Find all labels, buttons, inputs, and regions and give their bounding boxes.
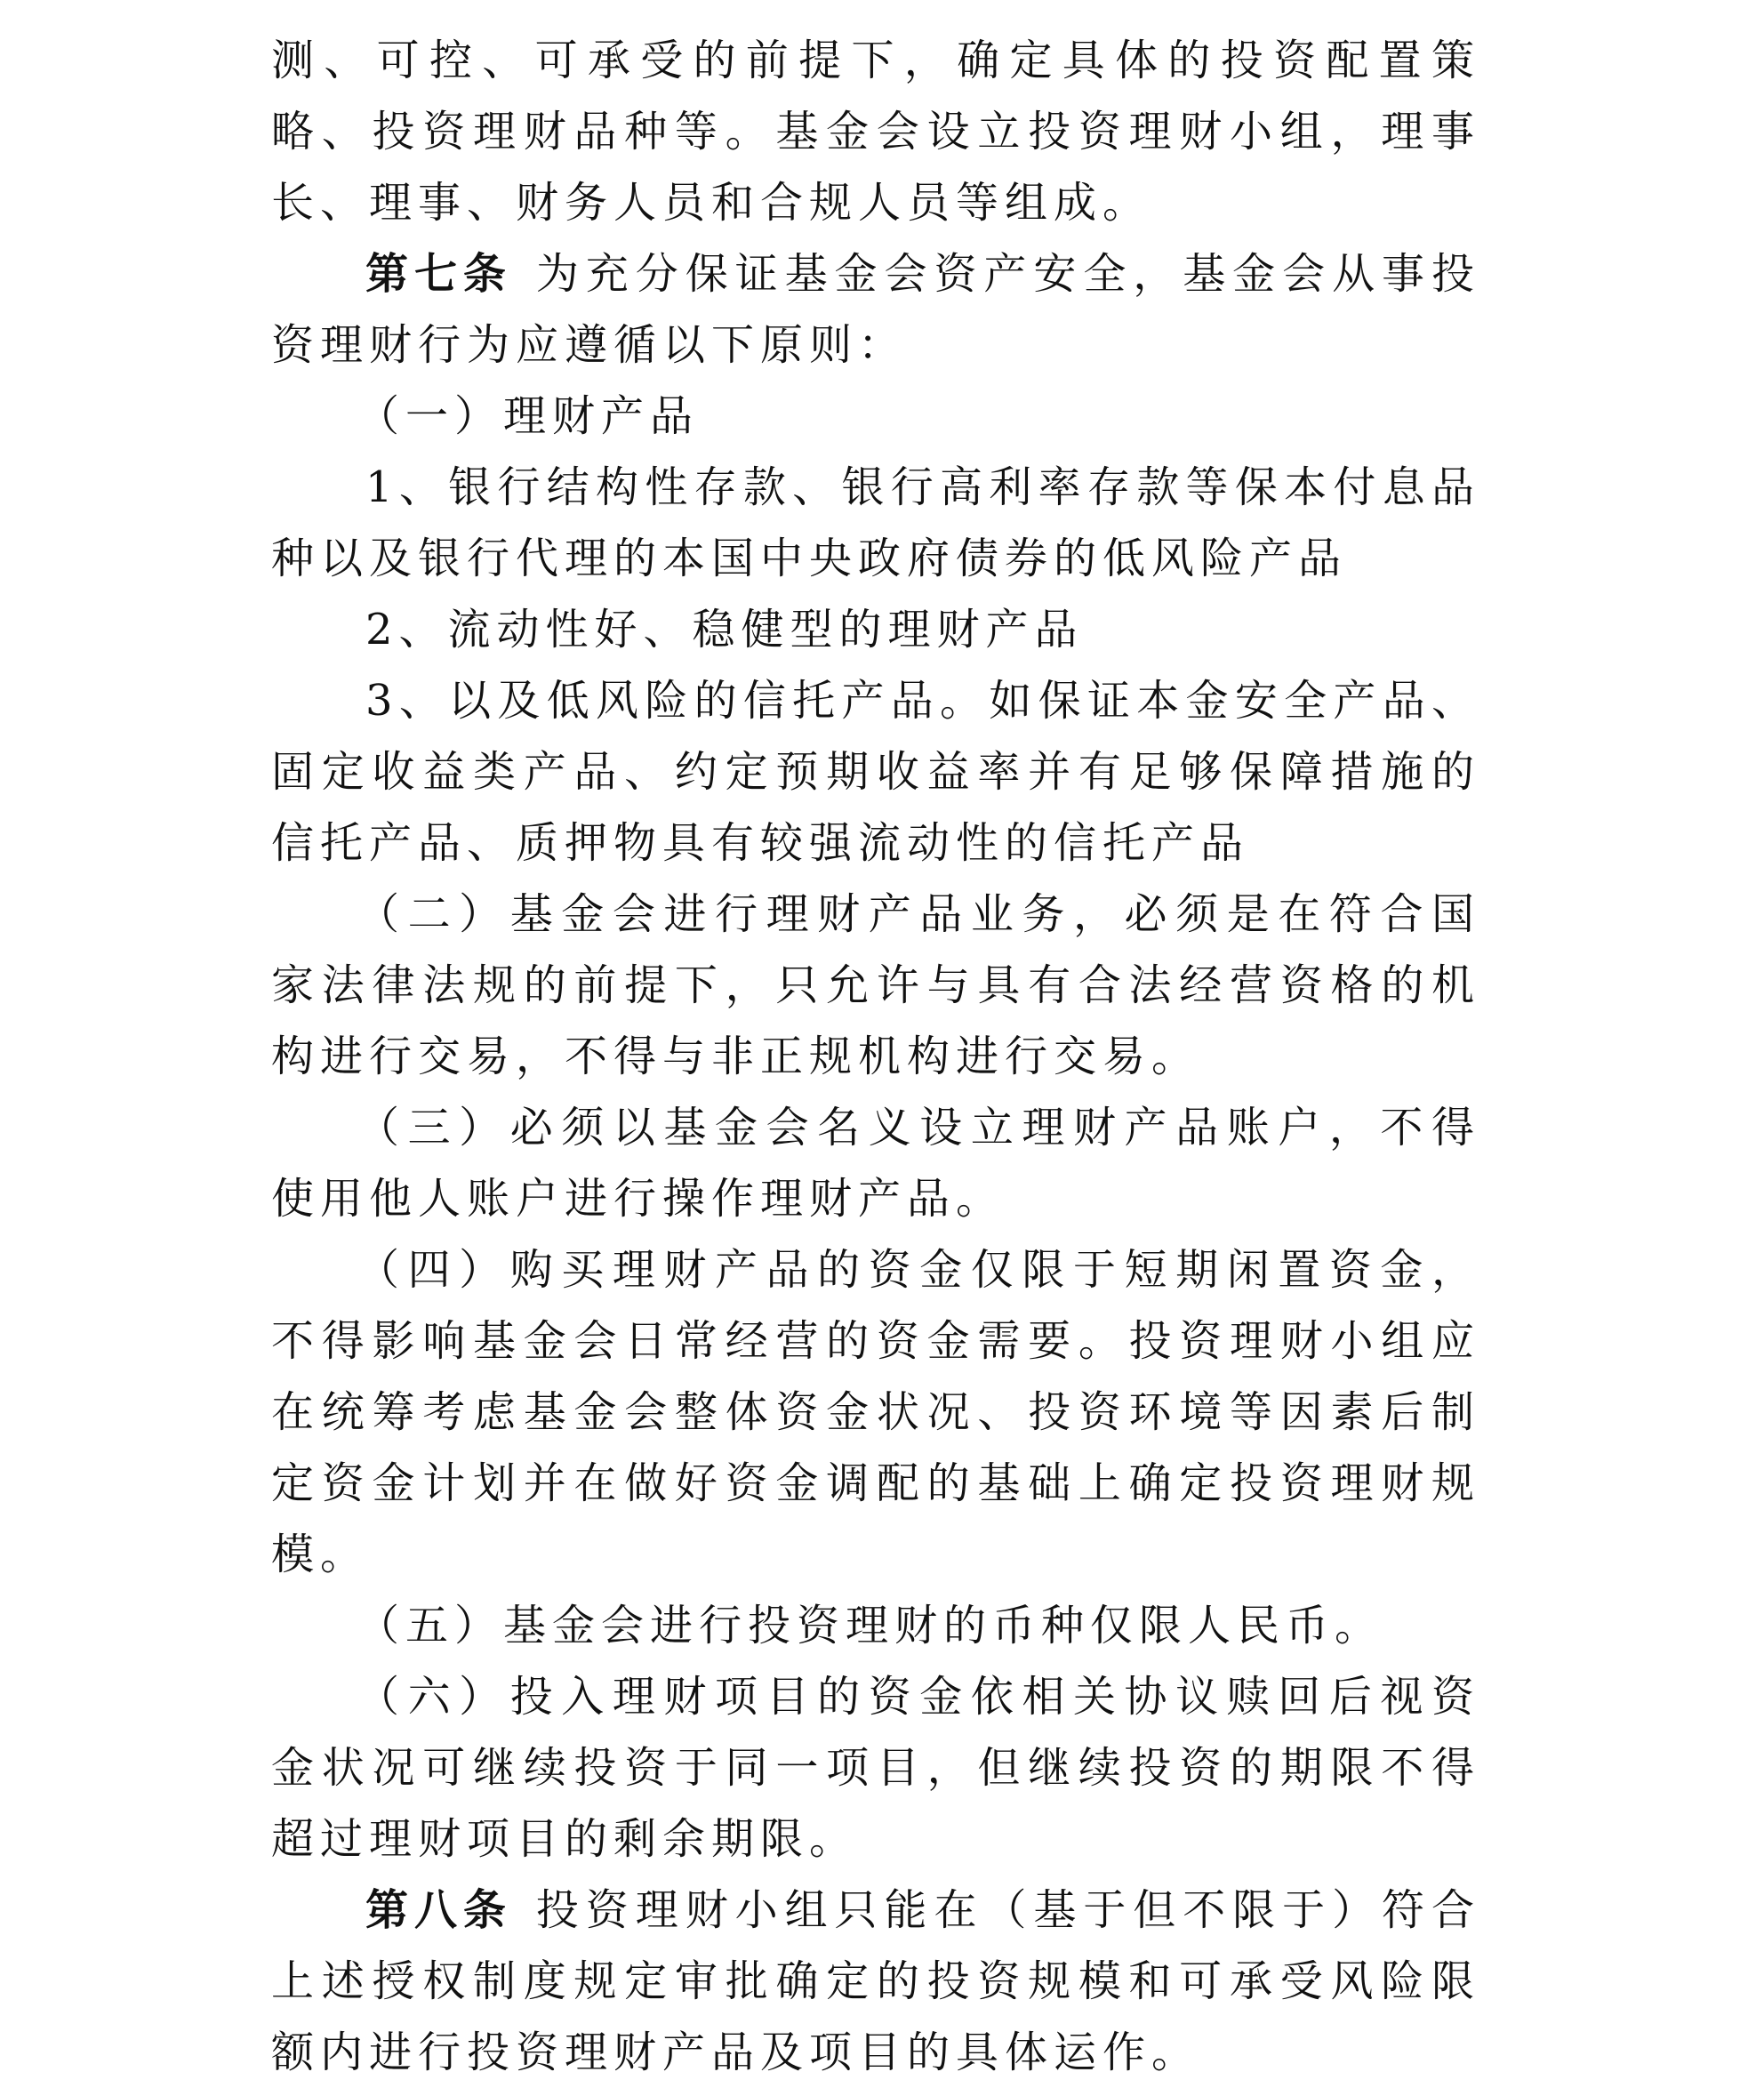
article-7 (271, 238, 1480, 381)
article-8 (271, 1875, 1480, 2088)
document-page (271, 25, 1480, 2088)
section-1-heading: （一）理财产品 (357, 391, 700, 441)
list-item-1: 1、银行结构性存款、银行高利率存款等保本付息品种以及银行代理的本国中央政府债券的低风险产品 (271, 462, 1480, 583)
article-7-text: 为充分保证基金会资产安全，基金会从事投资理财行为应遵循以下原则： (271, 249, 1480, 370)
article-7-label: 第七条 (365, 249, 512, 299)
article-8-text: 投资理财小组只能在（基于但不限于）符合上述授权制度规定审批确定的投资规模和可承受风险限额内进行投资理财产品及项目的具体运作。 (271, 1885, 1480, 2077)
section-6: （六）投入理财项目的资金依相关协议赎回后视资金状况可继续投资于同一项目，但继续投资的期限不得超过理财项目的剩余期限。 (271, 1672, 1480, 1864)
list-item-3: 3、以及低风险的信托产品。如保证本金安全产品、固定收益类产品、约定预期收益率并有足够保障措施的信托产品、质押物具有较强流动性的信托产品 (271, 676, 1480, 868)
section-5: （五）基金会进行投资理财的币种仅限人民币。 (357, 1601, 1384, 1650)
list-item-2: 2、流动性好、稳健型的理财产品 (365, 605, 1084, 655)
section-2: （二）基金会进行理财产品业务，必须是在符合国家法律法规的前提下，只允许与具有合法经营资格的机构进行交易，不得与非正规机构进行交易。 (271, 889, 1480, 1081)
section-4: （四）购买理财产品的资金仅限于短期闲置资金，不得影响基金会日常经营的资金需要。投资理财小组应在统筹考虑基金会整体资金状况、投资环境等因素后制定资金计划并在做好资金调配的基础上确定投资理财规模。 (271, 1245, 1480, 1579)
section-3: （三）必须以基金会名义设立理财产品账户，不得使用他人账户进行操作理财产品。 (271, 1103, 1480, 1224)
paragraph-continuation: 测、可控、可承受的前提下，确定具体的投资配置策略、投资理财品种等。基金会设立投资理财小组，理事长、理事、财务人员和合规人员等组成。 (271, 36, 1480, 228)
article-8-label: 第八条 (365, 1885, 512, 1935)
